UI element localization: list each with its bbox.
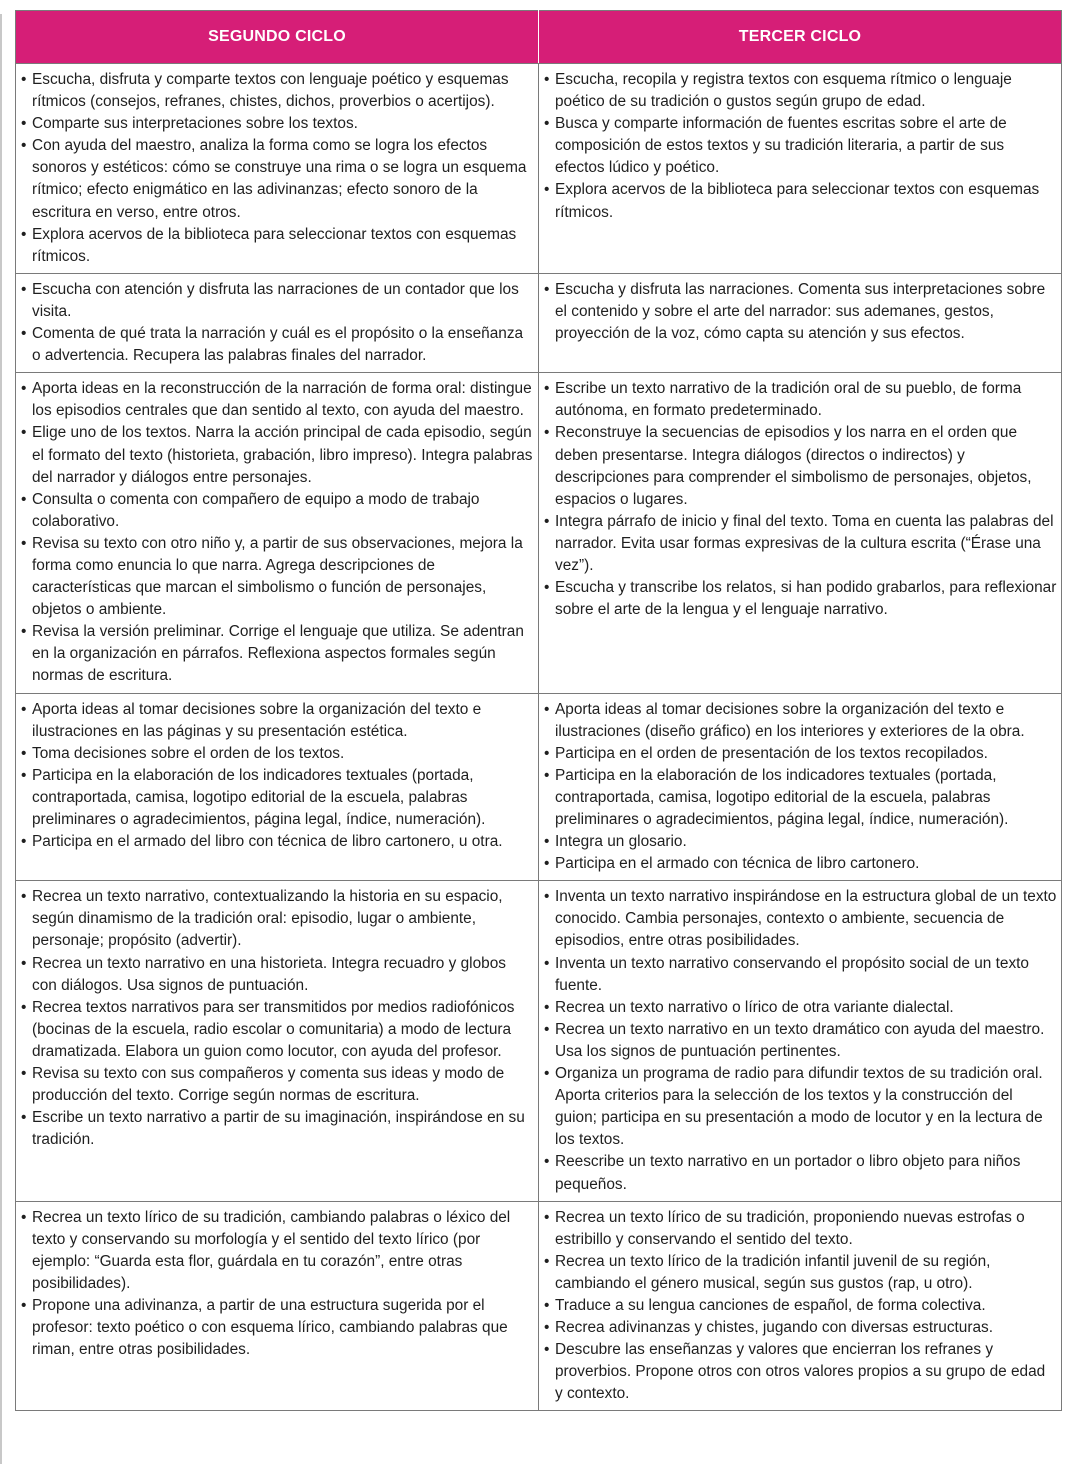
list-item: • Aporta ideas en la reconstrucción de la narración de forma oral: distingue los episodios centrales que dan sentido al texto, con ayuda del maestro. bbox=[20, 378, 534, 422]
list-item: • Revisa su texto con otro niño y, a partir de sus observaciones, mejora la forma como enuncia lo que narra. Agrega descripciones de características que marcan el simbolismo o función de personajes, objetos o ambiente. bbox=[20, 533, 534, 621]
list-item: • Recrea adivinanzas y chistes, jugando con diversas estructuras. bbox=[543, 1317, 1057, 1339]
bullet-list bbox=[543, 699, 1057, 876]
bullet-list bbox=[543, 69, 1057, 224]
list-item: • Revisa la versión preliminar. Corrige el lenguaje que utiliza. Se adentran en la organización en párrafos. Reflexiona aspectos formales según normas de escritura. bbox=[20, 621, 534, 687]
list-item: • Consulta o comenta con compañero de equipo a modo de trabajo colaborativo. bbox=[20, 489, 534, 533]
cell-segundo-ciclo bbox=[16, 64, 539, 274]
list-item: • Participa en el armado del libro con técnica de libro cartonero, u otra. bbox=[20, 831, 534, 853]
list-item: • Escucha y disfruta las narraciones. Comenta sus interpretaciones sobre el contenido y sobre el arte del narrador: sus ademanes, gestos, proyección de la voz, cómo capta su atención y sus efectos. bbox=[543, 279, 1057, 345]
bullet-list bbox=[20, 279, 534, 367]
list-item: • Con ayuda del maestro, analiza la forma como se logra los efectos sonoros y estéticos: cómo se construye una rima o se logra un esquema rítmico; efecto enigmático en las adivinanzas; efecto sonoro de la escritura en verso, entre otros. bbox=[20, 135, 534, 223]
list-item: • Comenta de qué trata la narración y cuál es el propósito o la enseñanza o advertencia. Recupera las palabras finales del narrador. bbox=[20, 323, 534, 367]
list-item: • Recrea un texto narrativo en un texto dramático con ayuda del maestro. Usa los signos de puntuación pertinentes. bbox=[543, 1019, 1057, 1063]
bullet-list bbox=[20, 699, 534, 854]
header-segundo-ciclo: SEGUNDO CICLO bbox=[16, 11, 539, 64]
header-row bbox=[16, 11, 1062, 64]
list-item: • Recrea un texto lírico de su tradición, cambiando palabras o léxico del texto y conservando su morfología y el sentido del texto lírico (por ejemplo: “Guarda esta flor, guárdala en tu corazón”, entre otras posibilidades). bbox=[20, 1207, 534, 1295]
list-item: • Recrea un texto narrativo o lírico de otra variante dialectal. bbox=[543, 997, 1057, 1019]
list-item: • Inventa un texto narrativo conservando el propósito social de un texto fuente. bbox=[543, 953, 1057, 997]
list-item: • Escribe un texto narrativo de la tradición oral de su pueblo, de forma autónoma, en formato predeterminado. bbox=[543, 378, 1057, 422]
list-item: • Aporta ideas al tomar decisiones sobre la organización del texto e ilustraciones (diseño gráfico) en los interiores y exteriores de la obra. bbox=[543, 699, 1057, 743]
list-item: • Escucha, recopila y registra textos con esquema rítmico o lenguaje poético de su tradición o gustos según grupo de edad. bbox=[543, 69, 1057, 113]
list-item: • Integra párrafo de inicio y final del texto. Toma en cuenta las palabras del narrador. Evita usar formas expresivas de la cultura escrita (“Érase una vez”). bbox=[543, 511, 1057, 577]
curriculum-table bbox=[15, 10, 1062, 1411]
cell-segundo-ciclo bbox=[16, 273, 539, 372]
bullet-list bbox=[20, 1207, 534, 1362]
bullet-list bbox=[20, 69, 534, 268]
list-item: • Aporta ideas al tomar decisiones sobre la organización del texto e ilustraciones en las páginas y su presentación estética. bbox=[20, 699, 534, 743]
list-item: • Escucha, disfruta y comparte textos con lenguaje poético y esquemas rítmicos (consejos, refranes, chistes, dichos, proverbios o acertijos). bbox=[20, 69, 534, 113]
list-item: • Recrea textos narrativos para ser transmitidos por medios radiofónicos (bocinas de la escuela, radio escolar o comunitaria) a modo de lectura dramatizada. Elabora un guion como locutor, con ayuda del profesor. bbox=[20, 997, 534, 1063]
cell-tercer-ciclo bbox=[539, 1201, 1062, 1411]
cell-tercer-ciclo bbox=[539, 693, 1062, 881]
list-item: • Escribe un texto narrativo a partir de su imaginación, inspirándose en su tradición. bbox=[20, 1107, 534, 1151]
table-row bbox=[16, 1201, 1062, 1411]
list-item: • Toma decisiones sobre el orden de los textos. bbox=[20, 743, 534, 765]
list-item: • Traduce a su lengua canciones de español, de forma colectiva. bbox=[543, 1295, 1057, 1317]
cell-segundo-ciclo bbox=[16, 373, 539, 693]
cell-tercer-ciclo bbox=[539, 373, 1062, 693]
list-item: • Participa en el orden de presentación de los textos recopilados. bbox=[543, 743, 1057, 765]
header-tercer-ciclo: TERCER CICLO bbox=[539, 11, 1062, 64]
table-row bbox=[16, 373, 1062, 693]
list-item: • Reconstruye la secuencias de episodios y los narra en el orden que deben presentarse. Integra diálogos (directos o indirectos) y descripciones para comprender el simbolismo de personajes, objetos, espacios o lugares. bbox=[543, 422, 1057, 510]
list-item: • Participa en la elaboración de los indicadores textuales (portada, contraportada, camisa, logotipo editorial de la escuela, palabras preliminares o agradecimientos, página legal, índice, numeración). bbox=[543, 765, 1057, 831]
cell-tercer-ciclo bbox=[539, 64, 1062, 274]
list-item: • Organiza un programa de radio para difundir textos de su tradición oral. Aporta criterios para la selección de los textos y la construcción del guion; participa en su presentación a modo de locutor y en la lectura de los textos. bbox=[543, 1063, 1057, 1151]
bullet-list bbox=[543, 886, 1057, 1195]
list-item: • Participa en el armado con técnica de libro cartonero. bbox=[543, 853, 1057, 875]
bullet-list bbox=[543, 378, 1057, 621]
list-item: • Revisa su texto con sus compañeros y comenta sus ideas y modo de producción del texto. Corrige según normas de escritura. bbox=[20, 1063, 534, 1107]
cell-segundo-ciclo bbox=[16, 693, 539, 881]
list-item: • Escucha con atención y disfruta las narraciones de un contador que los visita. bbox=[20, 279, 534, 323]
list-item: • Escucha y transcribe los relatos, si han podido grabarlos, para reflexionar sobre el arte de la lengua y el lenguaje narrativo. bbox=[543, 577, 1057, 621]
list-item: • Participa en la elaboración de los indicadores textuales (portada, contraportada, camisa, logotipo editorial de la escuela, palabras preliminares o agradecimientos, página legal, índice, numeración). bbox=[20, 765, 534, 831]
list-item: • Recrea un texto narrativo, contextualizando la historia en su espacio, según dinamismo de la tradición oral: episodio, lugar o ambiente, personaje; propósito (advertir). bbox=[20, 886, 534, 952]
list-item: • Recrea un texto lírico de su tradición, proponiendo nuevas estrofas o estribillo y conservando el sentido del texto. bbox=[543, 1207, 1057, 1251]
cell-segundo-ciclo bbox=[16, 881, 539, 1201]
list-item: • Explora acervos de la biblioteca para seleccionar textos con esquemas rítmicos. bbox=[543, 179, 1057, 223]
list-item: • Inventa un texto narrativo inspirándose en la estructura global de un texto conocido. Cambia personajes, contexto o ambiente, secuencia de episodios, entre otras posibilidades. bbox=[543, 886, 1057, 952]
table-row bbox=[16, 693, 1062, 881]
cell-segundo-ciclo bbox=[16, 1201, 539, 1411]
list-item: • Busca y comparte información de fuentes escritas sobre el arte de composición de estos textos y su tradición literaria, a partir de sus efectos lúdico y poético. bbox=[543, 113, 1057, 179]
bullet-list bbox=[20, 378, 534, 687]
table-row bbox=[16, 64, 1062, 274]
table-body bbox=[16, 64, 1062, 1411]
cell-tercer-ciclo bbox=[539, 273, 1062, 372]
list-item: • Recrea un texto narrativo en una historieta. Integra recuadro y globos con diálogos. Usa signos de puntuación. bbox=[20, 953, 534, 997]
page-edge-line bbox=[0, 14, 2, 1464]
table-row bbox=[16, 881, 1062, 1201]
cell-tercer-ciclo bbox=[539, 881, 1062, 1201]
list-item: • Descubre las enseñanzas y valores que encierran los refranes y proverbios. Propone otros con otros valores propios a su grupo de edad y contexto. bbox=[543, 1339, 1057, 1405]
list-item: • Integra un glosario. bbox=[543, 831, 1057, 853]
table-row bbox=[16, 273, 1062, 372]
list-item: • Elige uno de los textos. Narra la acción principal de cada episodio, según el formato del texto (historieta, grabación, libro impreso). Integra palabras del narrador y diálogos entre personajes. bbox=[20, 422, 534, 488]
list-item: • Comparte sus interpretaciones sobre los textos. bbox=[20, 113, 534, 135]
list-item: • Propone una adivinanza, a partir de una estructura sugerida por el profesor: texto poético o con esquema lírico, cambiando palabras que riman, entre otras posibilidades. bbox=[20, 1295, 534, 1361]
bullet-list bbox=[543, 279, 1057, 345]
list-item: • Reescribe un texto narrativo en un portador o libro objeto para niños pequeños. bbox=[543, 1151, 1057, 1195]
table-header bbox=[16, 11, 1062, 64]
list-item: • Recrea un texto lírico de la tradición infantil juvenil de su región, cambiando el género musical, según sus gustos (rap, u otro). bbox=[543, 1251, 1057, 1295]
bullet-list bbox=[20, 886, 534, 1151]
bullet-list bbox=[543, 1207, 1057, 1406]
list-item: • Explora acervos de la biblioteca para seleccionar textos con esquemas rítmicos. bbox=[20, 224, 534, 268]
